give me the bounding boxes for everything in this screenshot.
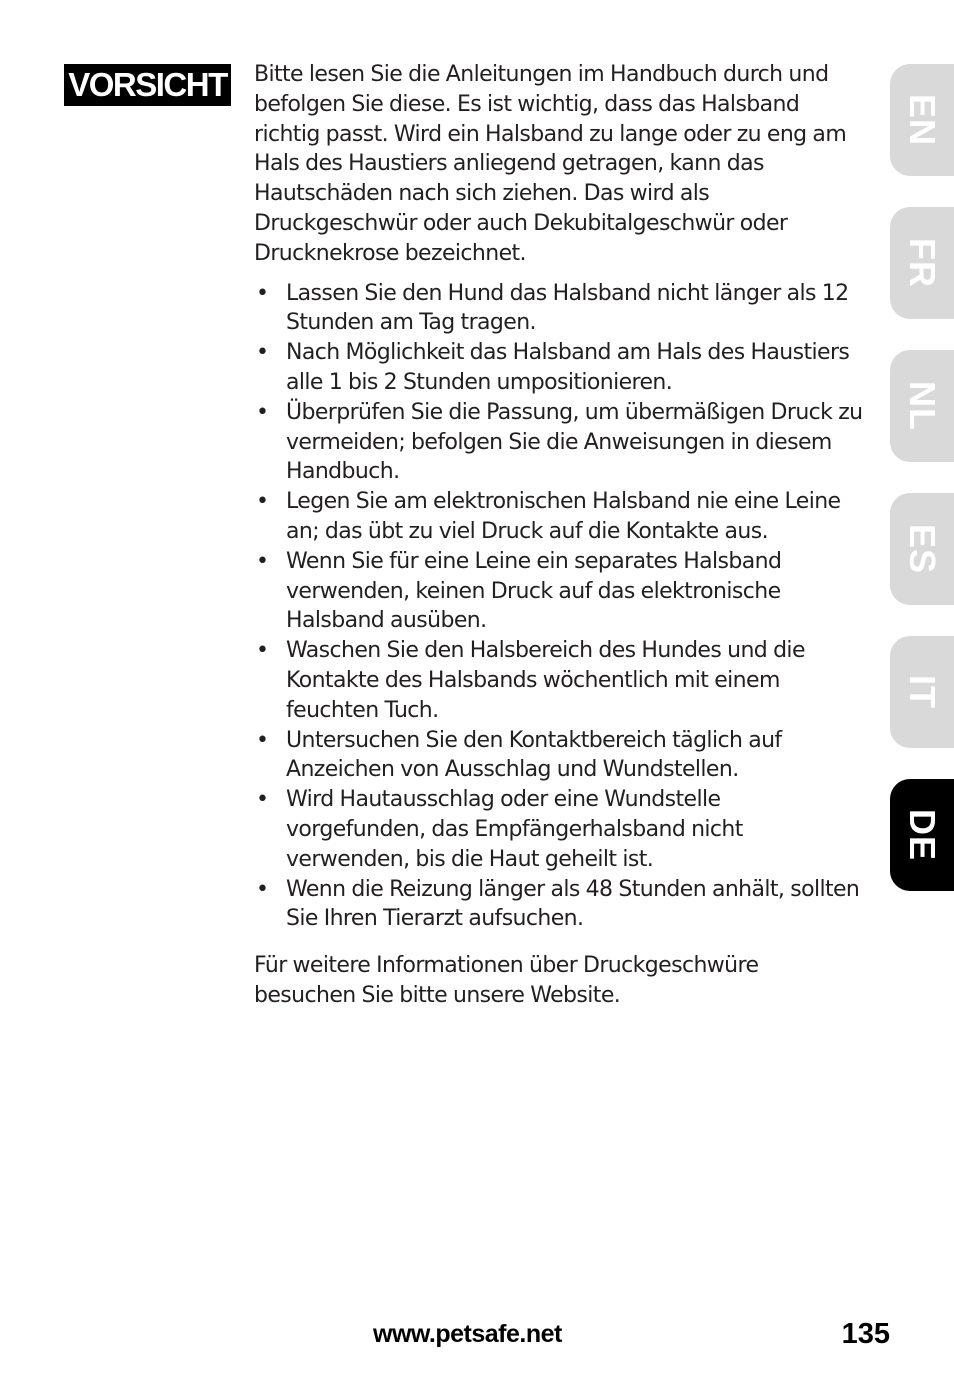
bullet-icon: • [256, 548, 269, 574]
tab-label: NL [902, 381, 943, 431]
bullet-icon: • [256, 727, 269, 753]
list-item-text: Lassen Sie den Hund das Halsband nicht länger als 12 Stunden am Tag tragen. [286, 280, 849, 336]
tab-label: EN [902, 93, 943, 147]
tab-es[interactable] [890, 493, 954, 605]
list-item-text: Wenn Sie für eine Leine ein separates Halsband verwenden, keinen Druck auf das elektronische Halsband ausüben. [286, 548, 782, 634]
list-item [254, 785, 864, 874]
tab-label: IT [902, 675, 943, 709]
list-item [254, 398, 864, 487]
list-item [254, 726, 864, 786]
bullet-icon: • [256, 489, 269, 515]
tab-it[interactable] [890, 636, 954, 748]
intro-paragraph: Bitte lesen Sie die Anleitungen im Handbuch durch und befolgen Sie diese. Es ist wichtig, dass das Halsband richtig passt. Wird ein Halsband zu lange oder zu eng am Hals des Haustiers anliegend getragen, kann das Hautschäden nach sich ziehen. Das wird als Druckgeschwür oder auch Dekubitalgeschwür oder Drucknekrose bezeichnet. [254, 62, 847, 266]
list-item-text: Waschen Sie den Halsbereich des Hundes und die Kontakte des Halsbands wöchentlich mit einem feuchten Tuch. [286, 638, 805, 723]
bullet-icon: • [256, 340, 269, 366]
list-item [254, 636, 864, 725]
list-item [254, 487, 864, 547]
tab-label: FR [902, 238, 943, 288]
tab-label: ES [902, 523, 943, 575]
footer-url: www.petsafe.net [373, 1320, 562, 1348]
tab-de[interactable] [890, 779, 954, 891]
tab-en[interactable] [890, 64, 954, 176]
tab-label: DE [902, 808, 943, 862]
list-item [254, 875, 864, 935]
list-item [254, 338, 864, 398]
list-item [254, 279, 864, 339]
bullet-icon: • [256, 280, 269, 306]
bullet-icon: • [256, 399, 269, 425]
bullet-list [254, 279, 864, 935]
tab-nl[interactable] [890, 350, 954, 462]
list-item-text: Überprüfen Sie die Passung, um übermäßigen Druck zu vermeiden; befolgen Sie die Anweisungen in diesem Handbuch. [286, 399, 863, 485]
list-item-text: Untersuchen Sie den Kontaktbereich täglich auf Anzeichen von Ausschlag und Wundstellen. [286, 727, 782, 783]
main-content [254, 60, 864, 1011]
caution-badge: VORSICHT [64, 64, 231, 106]
tab-fr[interactable] [890, 207, 954, 319]
list-item-text: Wird Hautausschlag oder eine Wundstelle vorgefunden, das Empfängerhalsband nicht verwenden, bis die Haut geheilt ist. [286, 787, 743, 872]
page-number: 135 [841, 1318, 890, 1350]
list-item [254, 547, 864, 636]
bullet-icon: • [256, 876, 269, 902]
list-item-text: Legen Sie am elektronischen Halsband nie eine Leine an; das übt zu viel Druck auf die Kontakte aus. [286, 489, 841, 544]
list-item-text: Wenn die Reizung länger als 48 Stunden anhält, sollten Sie Ihren Tierarzt aufsuchen. [286, 876, 860, 932]
outro-paragraph: Für weitere Informationen über Druckgeschwüre besuchen Sie bitte unsere Website. [254, 953, 759, 1008]
list-item-text: Nach Möglichkeit das Halsband am Hals des Haustiers alle 1 bis 2 Stunden umpositionieren. [286, 340, 850, 395]
bullet-icon: • [256, 787, 269, 813]
bullet-icon: • [256, 638, 269, 664]
